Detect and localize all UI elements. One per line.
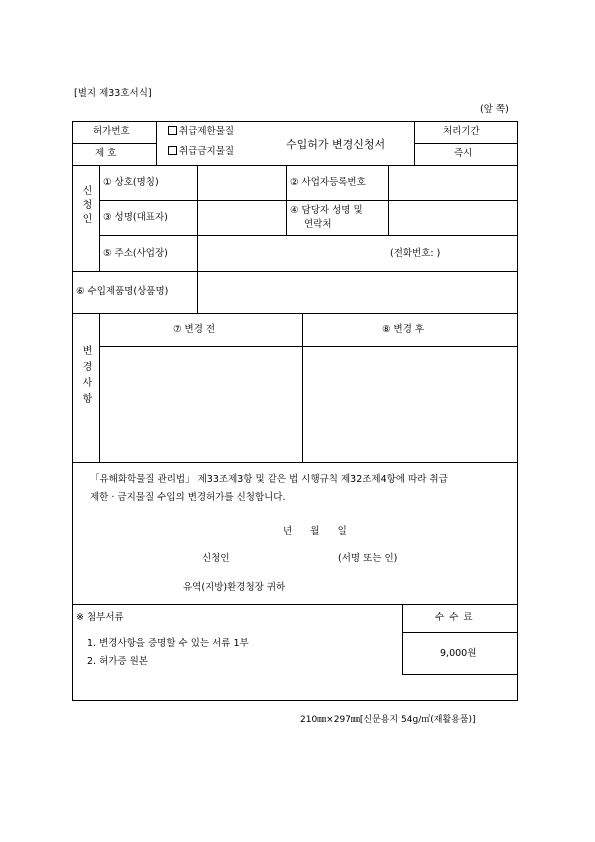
attachments-title: ※ 첨부서류 — [76, 612, 124, 623]
checkbox-icon[interactable] — [168, 126, 177, 135]
fee-value: 9,000원 — [440, 648, 477, 659]
applicant-sign-field[interactable] — [240, 548, 330, 564]
checkbox-prohibited-label: 취급금지물질 — [179, 146, 235, 157]
page-side: (앞 쪽) — [480, 104, 509, 115]
company-name-label: ① 상호(명칭) — [103, 177, 159, 188]
form-title: 수입허가 변경신청서 — [286, 138, 386, 151]
contact-person-label-2: 연락처 — [304, 219, 332, 230]
business-reg-label: ② 사업자등록번호 — [290, 177, 366, 188]
product-name-field[interactable] — [199, 273, 516, 311]
changes-section-label: 변경사항 — [80, 345, 91, 409]
statement-line-1: 「유해화학물질 관리법」 제33조제3항 및 같은 법 시행규칙 제32조제4항에 따라 취급 — [90, 474, 448, 485]
statement-line-2: 제한 · 금지물질 수입의 변경허가를 신청합니다. — [90, 492, 286, 503]
applicant-section-label: 신청인 — [80, 185, 91, 227]
phone-label: (전화번호: ) — [390, 248, 441, 259]
processing-period-value: 즉시 — [454, 148, 473, 159]
attachment-item: 1. 변경사항을 증명할 수 있는 서류 1부 — [87, 638, 249, 649]
attachment-item: 2. 허가증 원본 — [87, 656, 148, 667]
address-field[interactable] — [199, 237, 379, 269]
before-change-field[interactable] — [101, 348, 300, 460]
form-number: [별지 제33호서식] — [74, 88, 152, 99]
paper-spec: 210㎜×297㎜[신문용지 54g/㎡(재활용품)] — [300, 715, 476, 725]
processing-period-label: 처리기간 — [443, 126, 480, 137]
permit-number-label: 허가번호 — [93, 126, 130, 137]
contact-person-label: ④ 담당자 성명 및 — [290, 205, 363, 216]
je-label: 제 호 — [95, 148, 117, 159]
checkbox-icon[interactable] — [168, 146, 177, 155]
representative-field[interactable] — [199, 202, 284, 233]
after-change-label: ⑧ 변경 후 — [382, 324, 425, 335]
recipient-label: 유역(지방)환경청장 귀하 — [183, 582, 286, 593]
checkbox-restricted-label: 취급제한물질 — [179, 126, 235, 137]
address-label: ⑤ 주소(사업장) — [103, 248, 168, 259]
applicant-sign-label: 신청인 — [202, 553, 230, 564]
after-change-field[interactable] — [304, 348, 516, 460]
signature-label: (서명 또는 인) — [338, 553, 398, 564]
date-line: 년 월 일 — [283, 526, 347, 537]
business-reg-field[interactable] — [390, 167, 516, 198]
checkbox-prohibited[interactable] — [168, 146, 234, 157]
product-name-label: ⑥ 수입제품명(상품명) — [76, 286, 169, 297]
company-name-field[interactable] — [199, 167, 284, 198]
checkbox-restricted[interactable] — [168, 126, 234, 137]
before-change-label: ⑦ 변경 전 — [173, 324, 216, 335]
representative-label: ③ 성명(대표자) — [103, 212, 168, 223]
contact-field[interactable] — [390, 202, 516, 233]
fee-label: 수 수 료 — [435, 612, 474, 623]
